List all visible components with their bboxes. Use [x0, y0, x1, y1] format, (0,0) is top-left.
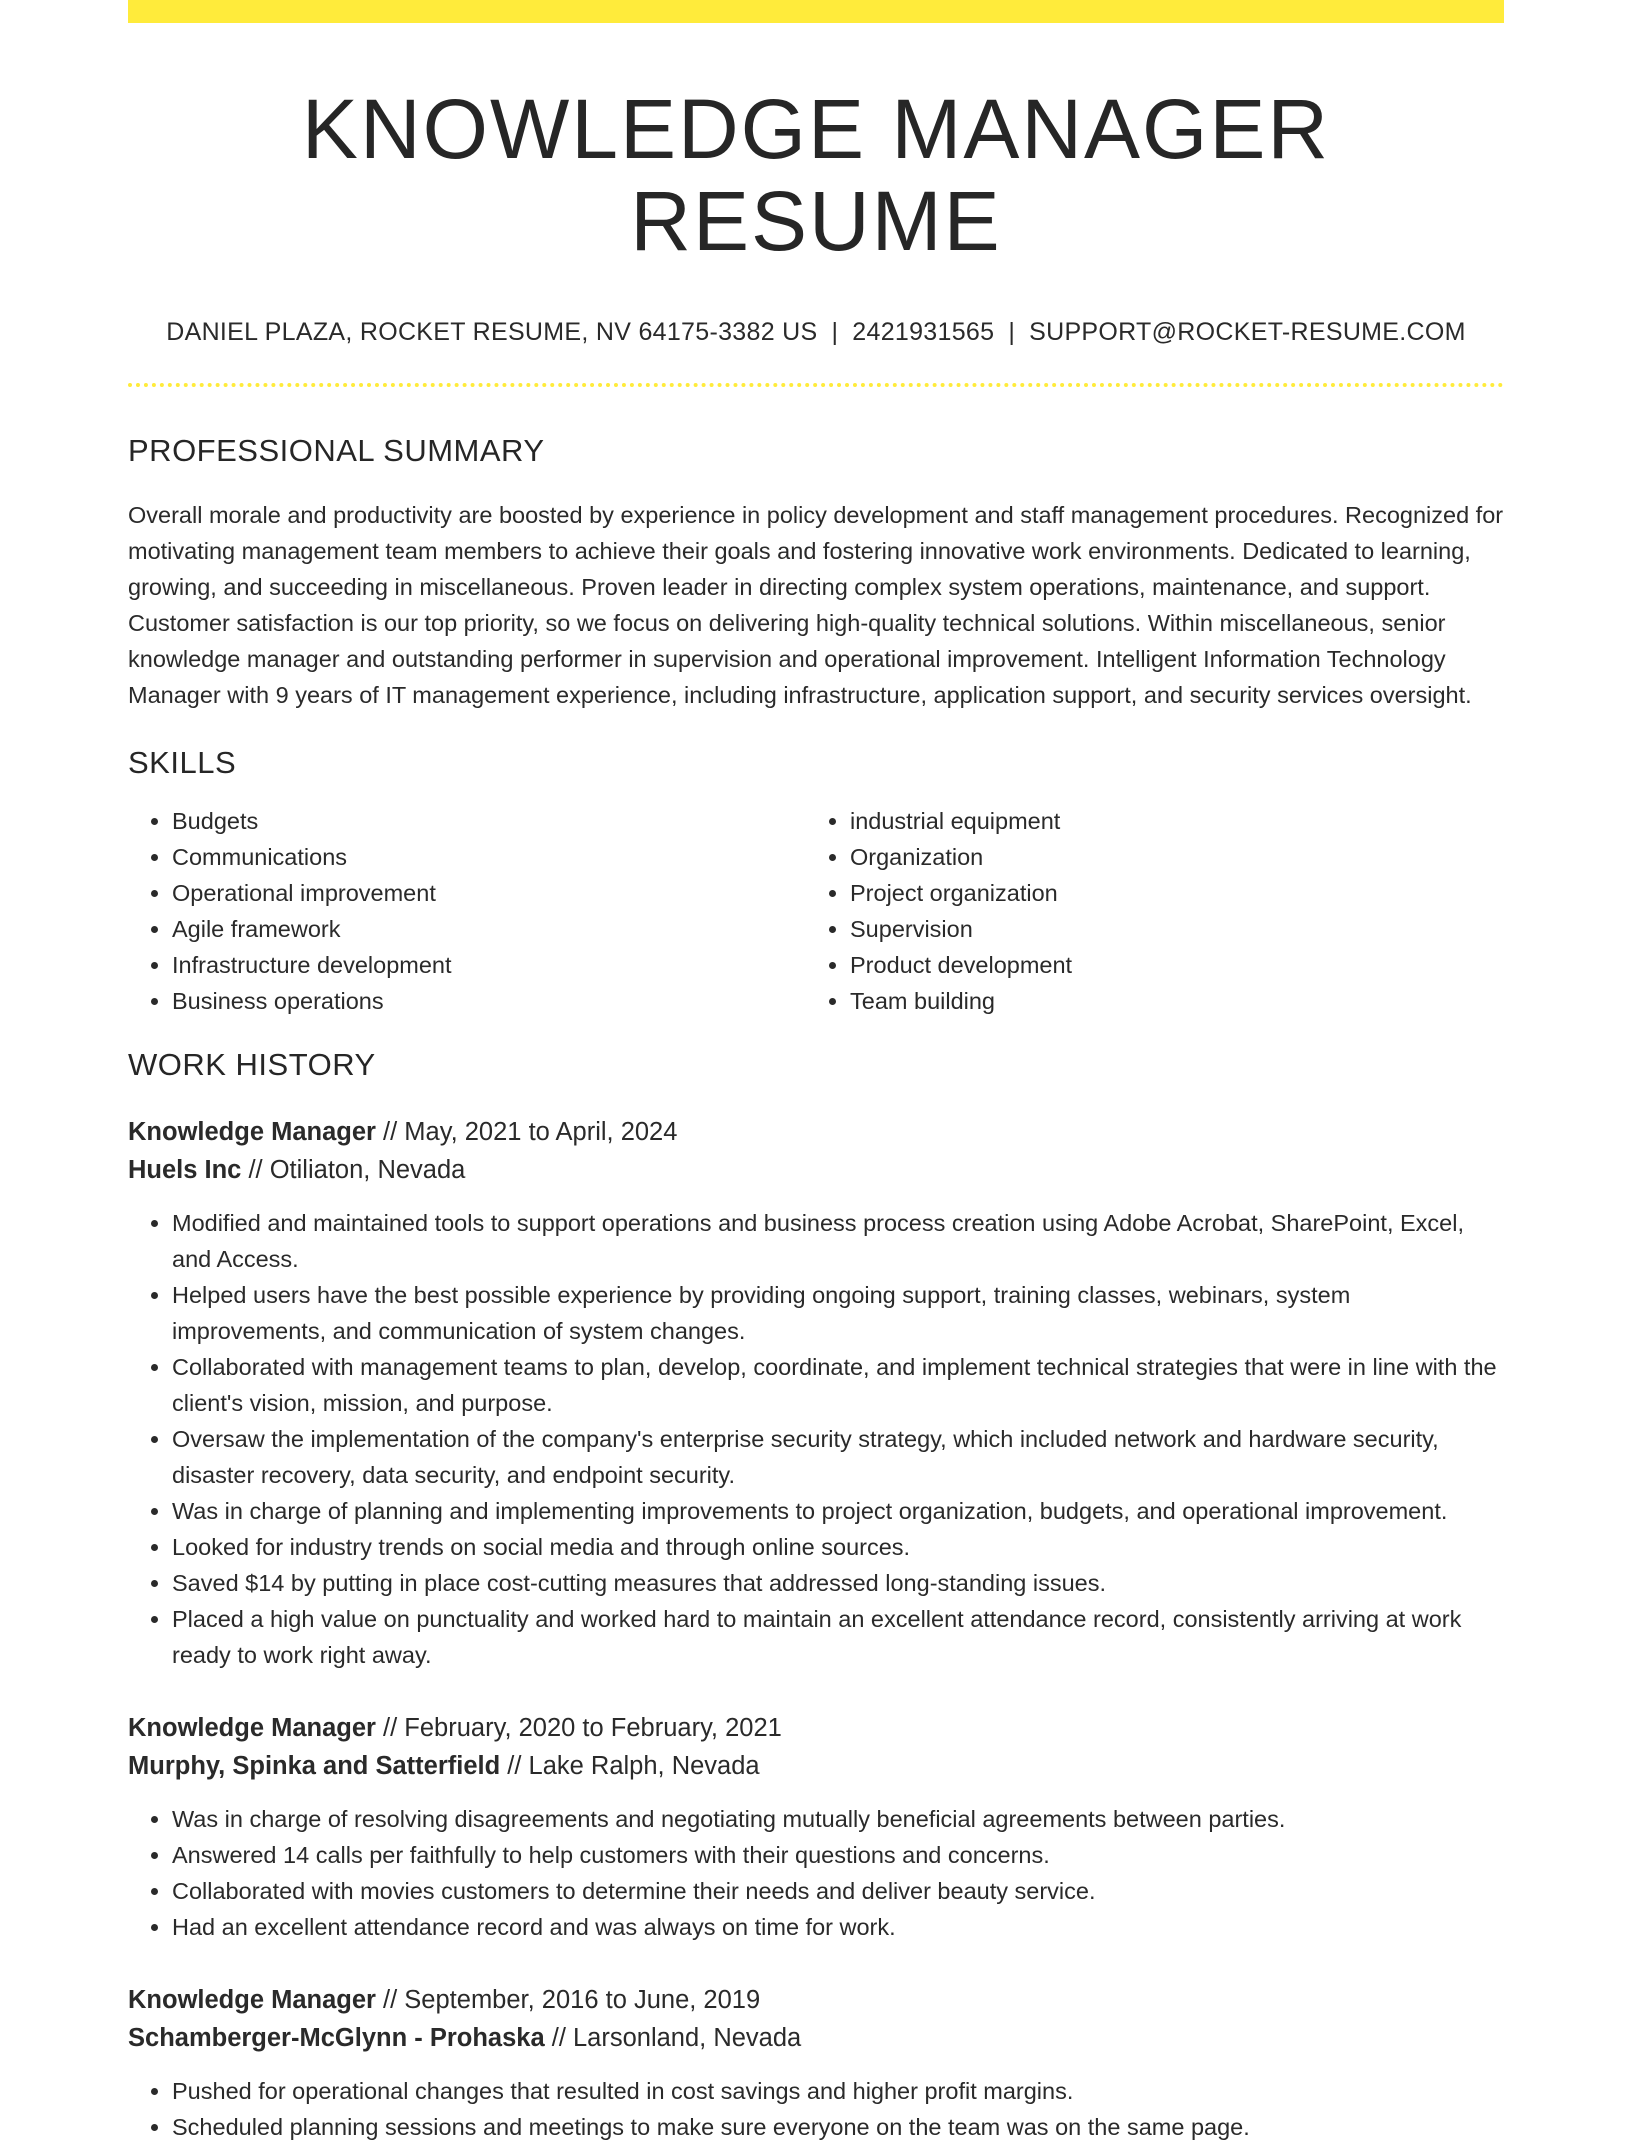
- job-company-line: [128, 2019, 1504, 2057]
- job-duty: • Collaborated with management teams to plan, develop, coordinate, and implement technical strategies that were in line with the client's vision, mission, and purpose.: [172, 1349, 1504, 1421]
- job-duties: [128, 1205, 1504, 1673]
- job-duty: • Helped users have the best possible experience by providing ongoing support, training classes, webinars, system improvements, and communication of system changes.: [172, 1277, 1504, 1349]
- job-duty: • Had an excellent attendance record and was always on time for work.: [172, 1909, 1504, 1945]
- job-company: Schamberger-McGlynn - Prohaska: [128, 2023, 545, 2052]
- job-entry: [128, 1981, 1504, 2145]
- summary-heading: PROFESSIONAL SUMMARY: [128, 432, 545, 468]
- page-title: KNOWLEDGE MANAGER RESUME: [301, 82, 1331, 269]
- skill-item: • Supervision: [850, 911, 1484, 947]
- contact-email: SUPPORT@ROCKET-RESUME.COM: [1029, 317, 1466, 346]
- skill-item: • Project organization: [850, 875, 1484, 911]
- skill-item: • Budgets: [172, 803, 806, 839]
- job-location: // Lake Ralph, Nevada: [507, 1751, 760, 1780]
- job-title-line: [128, 1981, 1504, 2019]
- job-duties: [128, 2073, 1504, 2145]
- job-duty: • Scheduled planning sessions and meetings to make sure everyone on the team was on the same page.: [172, 2109, 1504, 2145]
- contact-separator: |: [1008, 317, 1016, 346]
- contact-line: [128, 318, 1504, 347]
- work-history-heading: WORK HISTORY: [128, 1046, 376, 1082]
- job-duty: • Was in charge of planning and implementing improvements to project organization, budgets, and operational improvement.: [172, 1493, 1504, 1529]
- skill-item: • Communications: [172, 839, 806, 875]
- job-entry: [128, 1113, 1504, 1673]
- skill-item: • Team building: [850, 983, 1484, 1019]
- skill-item: • Infrastructure development: [172, 947, 806, 983]
- contact-address: DANIEL PLAZA, ROCKET RESUME, NV 64175-3382 US: [166, 317, 818, 346]
- job-location: // Larsonland, Nevada: [551, 2023, 802, 2052]
- job-company: Murphy, Spinka and Satterfield: [128, 1751, 501, 1780]
- skill-item: • Organization: [850, 839, 1484, 875]
- contact-phone: 2421931565: [852, 317, 995, 346]
- job-duty: • Modified and maintained tools to support operations and business process creation using Adobe Acrobat, SharePoint, Excel, and Access.: [172, 1205, 1504, 1277]
- skill-item: • Operational improvement: [172, 875, 806, 911]
- job-duty: • Pushed for operational changes that resulted in cost savings and higher profit margins.: [172, 2073, 1504, 2109]
- skill-item: • Product development: [850, 947, 1484, 983]
- job-company: Huels Inc: [128, 1155, 242, 1184]
- skills-heading: SKILLS: [128, 744, 237, 780]
- job-company-line: [128, 1151, 1504, 1189]
- job-dates: // February, 2020 to February, 2021: [383, 1713, 782, 1742]
- job-title: Knowledge Manager: [128, 1713, 376, 1742]
- skills-list: [128, 803, 1504, 1019]
- job-duties: [128, 1801, 1504, 1945]
- top-accent-bar: [128, 0, 1504, 23]
- job-duty: • Looked for industry trends on social media and through online sources.: [172, 1529, 1504, 1565]
- skill-item: • Agile framework: [172, 911, 806, 947]
- job-duty: • Answered 14 calls per faithfully to help customers with their questions and concerns.: [172, 1837, 1504, 1873]
- job-title-line: [128, 1113, 1504, 1151]
- job-duty: • Was in charge of resolving disagreements and negotiating mutually beneficial agreements between parties.: [172, 1801, 1504, 1837]
- job-duty: • Saved $14 by putting in place cost-cutting measures that addressed long-standing issues.: [172, 1565, 1504, 1601]
- job-entry: [128, 1709, 1504, 1945]
- job-duty: • Oversaw the implementation of the company's enterprise security strategy, which included network and hardware security, disaster recovery, data security, and endpoint security.: [172, 1421, 1504, 1493]
- job-company-line: [128, 1747, 1504, 1785]
- job-duty: • Placed a high value on punctuality and worked hard to maintain an excellent attendance record, consistently arriving at work ready to work right away.: [172, 1601, 1504, 1673]
- job-title-line: [128, 1709, 1504, 1747]
- summary-text: Overall morale and productivity are boosted by experience in policy development and staff management procedures. Recognized for motivating management team members to achieve their goals and fostering innovative work environments. Dedicated to learning, growing, and succeeding in miscellaneous. Proven leader in directing complex system operations, maintenance, and support. Customer satisfaction is our top priority, so we focus on delivering high-quality technical solutions. Within miscellaneous, senior knowledge manager and outstanding performer in supervision and operational improvement. Intelligent Information Technology Manager with 9 years of IT management experience, including infrastructure, application support, and security services oversight.: [128, 501, 1504, 708]
- skill-item: • Business operations: [172, 983, 806, 1019]
- job-location: // Otiliaton, Nevada: [248, 1155, 466, 1184]
- skill-item: • industrial equipment: [850, 803, 1484, 839]
- header-divider: [128, 383, 1504, 387]
- job-dates: // September, 2016 to June, 2019: [383, 1985, 761, 2014]
- contact-separator: |: [831, 317, 839, 346]
- resume-page: [128, 0, 1504, 2145]
- job-duty: • Collaborated with movies customers to determine their needs and deliver beauty service.: [172, 1873, 1504, 1909]
- job-dates: // May, 2021 to April, 2024: [383, 1117, 678, 1146]
- skills-column-1: [128, 803, 806, 1019]
- job-title: Knowledge Manager: [128, 1985, 376, 2014]
- skills-column-2: [806, 803, 1484, 1019]
- job-title: Knowledge Manager: [128, 1117, 376, 1146]
